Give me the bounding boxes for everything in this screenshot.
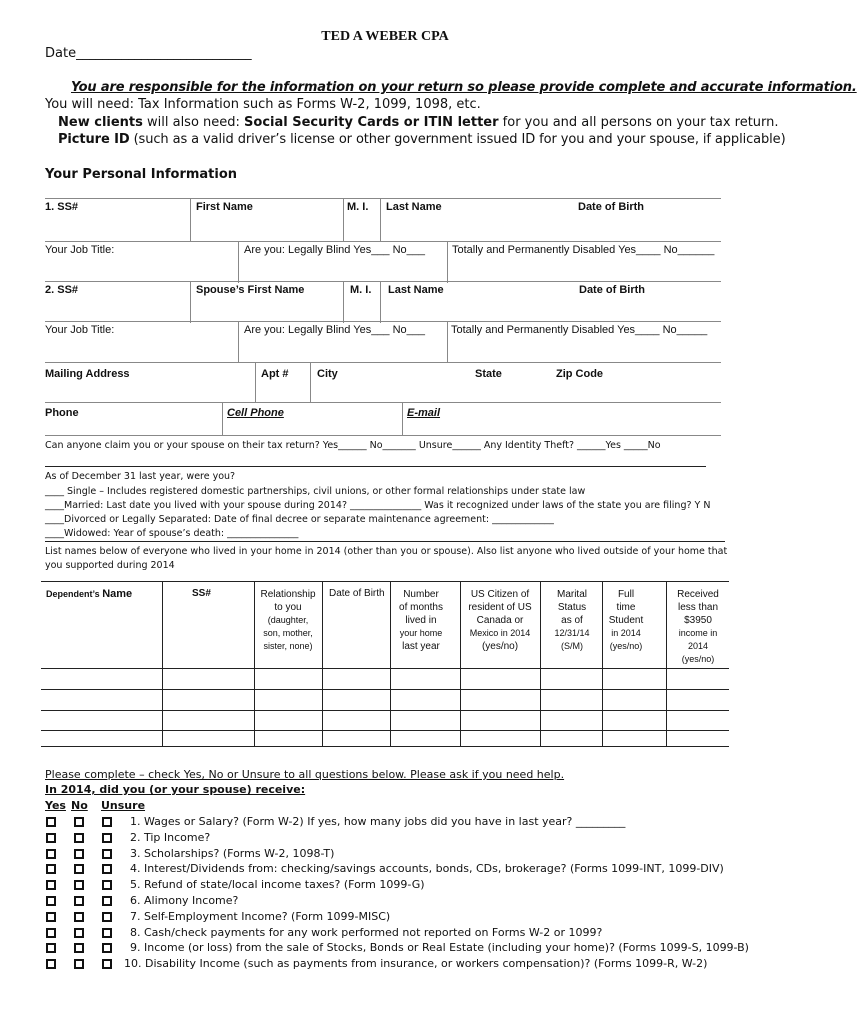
needed-documents-line: You will need: Tax Information such as Forms W-2, 1099, 1098, etc. (45, 97, 481, 112)
spouse-last-name-label: Last Name (388, 284, 444, 296)
no-checkbox[interactable] (74, 833, 84, 843)
picture-id-line: Picture ID (such as a valid driver’s license or other government issued ID for you and your spouse, if applicable) (58, 132, 786, 147)
no-checkbox[interactable] (74, 912, 84, 922)
email-label: E-mail (407, 407, 441, 419)
received-header: Received less than $3950 income in 2014 (yes/no) (677, 589, 719, 664)
yes-checkbox[interactable] (46, 849, 56, 859)
no-checkbox[interactable] (74, 943, 84, 953)
question-item: 9. Income (or loss) from the sale of Stocks, Bonds or Real Estate (including your home)? (Forms 1099-S, 1099-B) (130, 941, 749, 954)
no-checkbox[interactable] (74, 864, 84, 874)
disabled-field[interactable]: Totally and Permanently Disabled Yes____ No______ (452, 244, 715, 256)
spouse-mi-label: M. I. (350, 284, 372, 296)
status-widowed[interactable]: ____Widowed: Year of spouse’s death: _______________ (45, 528, 299, 539)
first-name-label: First Name (196, 201, 253, 213)
mailing-address-label: Mailing Address (45, 368, 130, 380)
status-divorced[interactable]: ____Divorced or Legally Separated: Date of final decree or separate maintenance agreement: _____________ (45, 514, 554, 525)
status-single[interactable]: ____ Single – Includes registered domestic partnerships, civil unions, or other formal relationships under state law (45, 486, 586, 497)
yes-checkbox[interactable] (46, 928, 56, 938)
unsure-checkbox[interactable] (102, 928, 112, 938)
yes-checkbox[interactable] (46, 959, 56, 969)
spouse-job-title-label[interactable]: Your Job Title: (45, 324, 115, 336)
unsure-checkbox[interactable] (102, 864, 112, 874)
legally-blind-field[interactable]: Are you: Legally Blind Yes___ No___ (244, 244, 426, 256)
question-item: 8. Cash/check payments for any work performed not reported on Forms W-2 or 1099? (130, 926, 603, 939)
spouse-dob-label: Date of Birth (579, 284, 645, 296)
date-field[interactable]: Date___________________________ (45, 46, 252, 61)
apt-label: Apt # (261, 368, 289, 380)
unsure-checkbox[interactable] (102, 959, 112, 969)
spouse-disabled-field[interactable]: Totally and Permanently Disabled Yes____ No_____ (451, 324, 708, 336)
dependents-instructions: List names below of everyone who lived in your home in 2014 (other than you or spouse). Also list anyone who lived outside of your home that you supported during 2014 (45, 546, 728, 571)
unsure-checkbox[interactable] (102, 849, 112, 859)
marital-header: Marital Status as of 12/31/14 (S/M) (554, 589, 590, 651)
mi-label: M. I. (347, 201, 369, 213)
unsure-checkbox[interactable] (102, 896, 112, 906)
yes-checkbox[interactable] (46, 833, 56, 843)
months-header: Number of months lived in your home last year (399, 589, 443, 652)
responsibility-notice: You are responsible for the information on your return so please provide complete and accurate information. (71, 80, 857, 95)
last-name-label: Last Name (386, 201, 442, 213)
unsure-checkbox[interactable] (102, 912, 112, 922)
no-checkbox[interactable] (74, 880, 84, 890)
personal-info-heading: Your Personal Information (45, 167, 238, 182)
question-item: 2. Tip Income? (130, 831, 211, 844)
student-header: Full time Student in 2014 (yes/no) (608, 589, 644, 651)
question-item: 5. Refund of state/local income taxes? (Form 1099-G) (130, 878, 425, 891)
question-item: 4. Interest/Dividends from: checking/savings accounts, bonds, CDs, brokerage? (Forms 1099-INT, 1099-DIV) (130, 862, 724, 875)
yes-checkbox[interactable] (46, 864, 56, 874)
page-title: TED A WEBER CPA (321, 29, 449, 44)
yes-checkbox[interactable] (46, 943, 56, 953)
question-item: 1. Wages or Salary? (Form W-2) If yes, how many jobs did you have in last year? _________ (130, 815, 626, 828)
question-item: 7. Self-Employment Income? (Form 1099-MISC) (130, 910, 391, 923)
question-item: 3. Scholarships? (Forms W-2, 1098-T) (130, 847, 335, 860)
no-checkbox[interactable] (74, 959, 84, 969)
questions-instruction: Please complete – check Yes, No or Unsure to all questions below. Please ask if you need help. (45, 768, 565, 781)
cell-phone-label: Cell Phone (227, 407, 284, 419)
yes-checkbox[interactable] (46, 912, 56, 922)
no-checkbox[interactable] (74, 928, 84, 938)
dependent-name-header: Dependent’s Name (46, 588, 133, 600)
filing-status-question: As of December 31 last year, were you? (45, 471, 236, 482)
no-checkbox[interactable] (74, 896, 84, 906)
dob-column-header: Date of Birth (329, 588, 385, 599)
relationship-header: Relationship to you (daughter, son, mother, sister, none) (260, 589, 316, 651)
col-yes-label: Yes (45, 799, 66, 812)
phone-label: Phone (45, 407, 79, 419)
unsure-checkbox[interactable] (102, 833, 112, 843)
col-unsure-label: Unsure (101, 799, 146, 812)
new-clients-line: New clients will also need: Social Security Cards or ITIN letter for you and all persons on your tax return. (58, 115, 779, 130)
unsure-checkbox[interactable] (102, 817, 112, 827)
no-checkbox[interactable] (74, 817, 84, 827)
ss2-label: 2. SS# (45, 284, 79, 296)
yes-checkbox[interactable] (46, 896, 56, 906)
questions-heading: In 2014, did you (or your spouse) receive: (45, 783, 306, 796)
unsure-checkbox[interactable] (102, 880, 112, 890)
status-married[interactable]: ____Married: Last date you lived with your spouse during 2014? _______________ Was it recognized under laws of the state you are filing? Y N (45, 500, 711, 511)
yes-checkbox[interactable] (46, 880, 56, 890)
no-checkbox[interactable] (74, 849, 84, 859)
unsure-checkbox[interactable] (102, 943, 112, 953)
dependency-claim-question[interactable]: Can anyone claim you or your spouse on their tax return? Yes______ No_______ Unsure______ Any Identity Theft? ______Yes _____No (45, 440, 661, 451)
spouse-first-name-label: Spouse’s First Name (196, 284, 305, 296)
ss1-label: 1. SS# (45, 201, 79, 213)
question-item: 10. Disability Income (such as payments from insurance, or workers compensation)? (Forms 1099-R, W-2) (124, 957, 708, 970)
dob-label: Date of Birth (578, 201, 644, 213)
citizen-header: US Citizen of resident of US Canada or Mexico in 2014 (yes/no) (468, 589, 532, 652)
spouse-legally-blind-field[interactable]: Are you: Legally Blind Yes___ No___ (244, 324, 426, 336)
yes-checkbox[interactable] (46, 817, 56, 827)
question-item: 6. Alimony Income? (130, 894, 239, 907)
state-label: State (475, 368, 502, 380)
zip-label: Zip Code (556, 368, 604, 380)
job-title-label[interactable]: Your Job Title: (45, 244, 115, 256)
dependent-ss-header: SS# (192, 588, 211, 599)
col-no-label: No (71, 799, 88, 812)
city-label: City (317, 368, 338, 380)
